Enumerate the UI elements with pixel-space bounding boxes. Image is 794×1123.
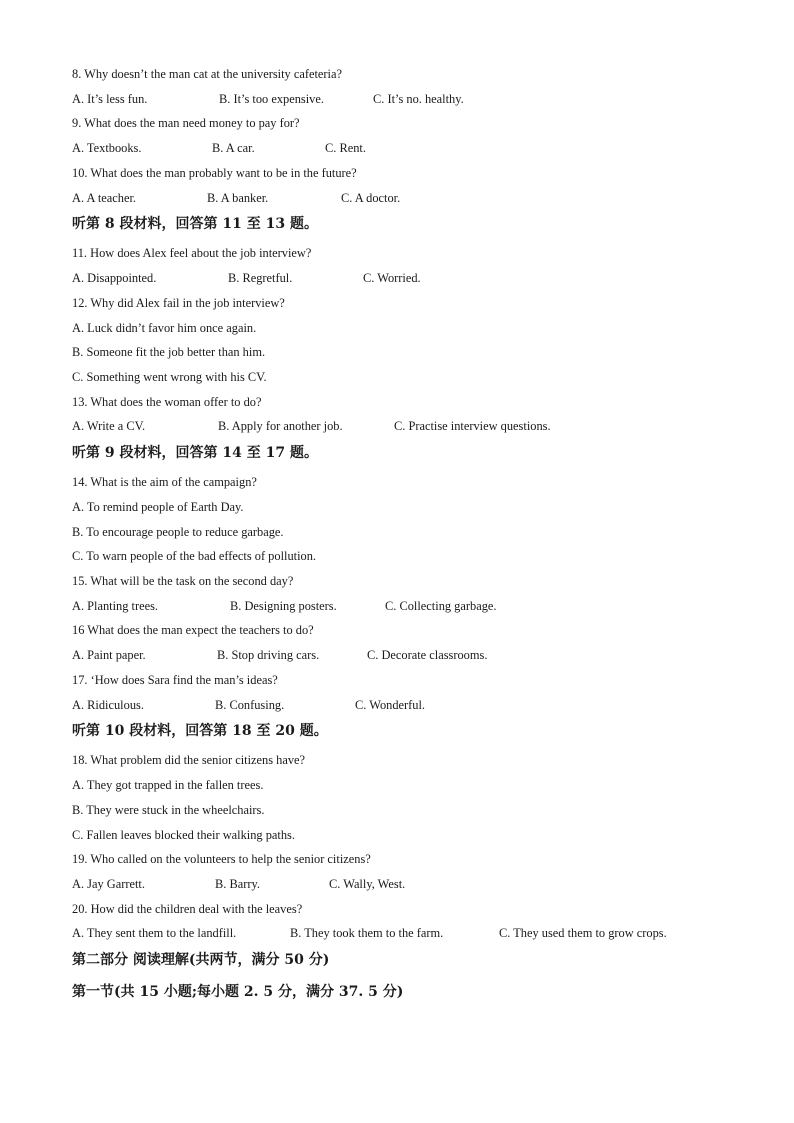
question-14: 14. What is the aim of the campaign? (72, 475, 257, 489)
question-19: 19. Who called on the volunteers to help the senior citizens? (72, 852, 371, 866)
question-10: 10. What does the man probably want to be in the future? (72, 166, 357, 180)
question-18: 18. What problem did the senior citizens have? (72, 753, 306, 767)
q12-option-b: B. Someone fit the job better than him. (72, 345, 266, 359)
question-12: 12. Why did Alex fail in the job interview? (72, 296, 285, 310)
q16-option-a: A. Paint paper. (72, 648, 146, 662)
part-two-section-one-heading: 第一节(共 15 小题;每小题 2. 5 分，满分 37. 5 分) (72, 984, 404, 1000)
question-11: 11. How does Alex feel about the job interview? (72, 246, 312, 260)
q20-option-c: C. They used them to grow crops. (499, 926, 667, 940)
q16-option-b: B. Stop driving cars. (217, 648, 320, 662)
q14-option-a: A. To remind people of Earth Day. (72, 500, 244, 514)
q18-option-b: B. They were stuck in the wheelchairs. (72, 803, 265, 817)
q10-option-c: C. A doctor. (341, 191, 401, 205)
q8-option-a: A. It’s less fun. (72, 92, 148, 106)
q17-option-a: A. Ridiculous. (72, 698, 144, 712)
section-heading-8: 听第 8 段材料，回答第 11 至 13 题。 (72, 216, 318, 232)
q20-option-b: B. They took them to the farm. (290, 926, 444, 940)
q19-option-a: A. Jay Garrett. (72, 877, 145, 891)
q15-option-b: B. Designing posters. (230, 599, 337, 613)
q12-option-c: C. Something went wrong with his CV. (72, 370, 267, 384)
q14-option-b: B. To encourage people to reduce garbage. (72, 525, 284, 539)
q19-option-b: B. Barry. (215, 877, 260, 891)
q13-option-c: C. Practise interview questions. (394, 419, 551, 433)
q10-option-a: A. A teacher. (72, 191, 136, 205)
question-13: 13. What does the woman offer to do? (72, 395, 262, 409)
q14-option-c: C. To warn people of the bad effects of pollution. (72, 549, 317, 563)
q17-option-c: C. Wonderful. (355, 698, 426, 712)
question-8: 8. Why doesn’t the man cat at the university cafeteria? (72, 67, 342, 81)
question-17: 17. ‘How does Sara find the man’s ideas? (72, 673, 278, 687)
part-two-heading: 第二部分 阅读理解(共两节，满分 50 分) (72, 952, 330, 968)
q11-option-b: B. Regretful. (228, 271, 293, 285)
q11-option-c: C. Worried. (363, 271, 421, 285)
q9-option-b: B. A car. (212, 141, 255, 155)
q9-option-c: C. Rent. (325, 141, 366, 155)
q8-option-c: C. It’s no. healthy. (373, 92, 464, 106)
section-heading-10: 听第 10 段材料，回答第 18 至 20 题。 (72, 723, 328, 739)
section-heading-9: 听第 9 段材料，回答第 14 至 17 题。 (72, 445, 318, 461)
question-16: 16 What does the man expect the teachers to do? (72, 623, 314, 637)
question-15: 15. What will be the task on the second day? (72, 574, 294, 588)
q10-option-b: B. A banker. (207, 191, 269, 205)
q15-option-a: A. Planting trees. (72, 599, 159, 613)
q12-option-a: A. Luck didn’t favor him once again. (72, 321, 257, 335)
q18-option-a: A. They got trapped in the fallen trees. (72, 778, 264, 792)
q16-option-c: C. Decorate classrooms. (367, 648, 488, 662)
q9-option-a: A. Textbooks. (72, 141, 142, 155)
q20-option-a: A. They sent them to the landfill. (72, 926, 237, 940)
question-20: 20. How did the children deal with the leaves? (72, 902, 303, 916)
q18-option-c: C. Fallen leaves blocked their walking paths. (72, 828, 295, 842)
q13-option-a: A. Write a CV. (72, 419, 146, 433)
q15-option-c: C. Collecting garbage. (385, 599, 497, 613)
q11-option-a: A. Disappointed. (72, 271, 157, 285)
q8-option-b: B. It’s too expensive. (219, 92, 324, 106)
question-9: 9. What does the man need money to pay for? (72, 116, 300, 130)
q17-option-b: B. Confusing. (215, 698, 285, 712)
q13-option-b: B. Apply for another job. (218, 419, 343, 433)
q19-option-c: C. Wally, West. (329, 877, 406, 891)
